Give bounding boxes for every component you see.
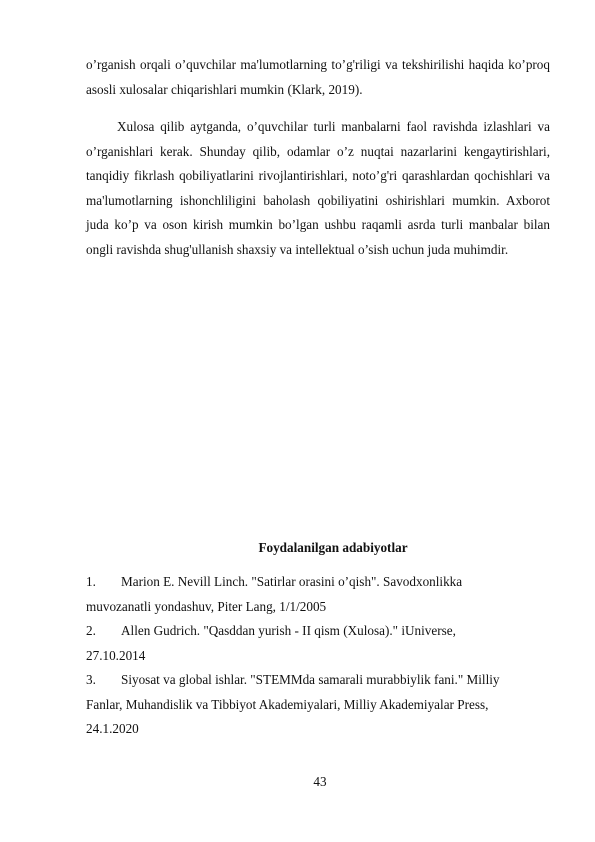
reference-text: Allen Gudrich. "Qasddan yurish - II qism (Xulosa)." iUniverse, [121, 623, 456, 638]
reference-text: Siyosat va global ishlar. "STEMMda samarali murabbiylik fani." Milliy [121, 672, 500, 687]
reference-text-continued: muvozanatli yondashuv, Piter Lang, 1/1/2005 [86, 598, 327, 614]
reference-text-continued: Fanlar, Muhandislik va Tibbiyot Akademiyalari, Milliy Akademiyalar Press, [86, 696, 489, 712]
references-heading: Foydalanilgan adabiyotlar [258, 540, 408, 555]
reference-text: Marion E. Nevill Linch. "Satirlar orasini o’qish". Savodxonlikka [121, 574, 463, 589]
reference-text-continued: 24.1.2020 [86, 721, 139, 736]
references-list [86, 570, 550, 742]
conclusion-paragraph: Xulosa qilib aytganda, o’quvchilar turli manbalarni faol ravishda izlashlari va o’rganishlari kerak. Shunday qilib, odamlar o’z nuqtai nazarlarini kengaytirishlari, tanqidiy fikrlash qobiliyatlarini rivojlantirishlari, noto’g'ri qarashlardan qochishlari va ma'lumotlarning ishonchliligini baholash qobiliyatini oshirishlari mumkin. Axborot juda ko’p va oson kirish mumkin bo’lgan ushbu raqamli asrda turli manbalar bilan ongli ravishda shug'ullanish shaxsiy va intellektual o’sish uchun juda muhimdir. [86, 119, 550, 257]
page-number: 43 [313, 774, 327, 789]
reference-number: 3. [86, 672, 96, 687]
reference-item [86, 619, 550, 668]
reference-number: 2. [86, 623, 96, 638]
reference-item [86, 570, 550, 619]
reference-number: 1. [86, 574, 96, 589]
body-paragraph: o’rganish orqali o’quvchilar ma'lumotlarning to’g'riligi va tekshirilishi haqida ko’proq asosli xulosalar chiqarishlari mumkin (Klark, 2019). [86, 57, 550, 97]
reference-item [86, 668, 550, 742]
reference-text-continued: 27.10.2014 [86, 647, 146, 663]
